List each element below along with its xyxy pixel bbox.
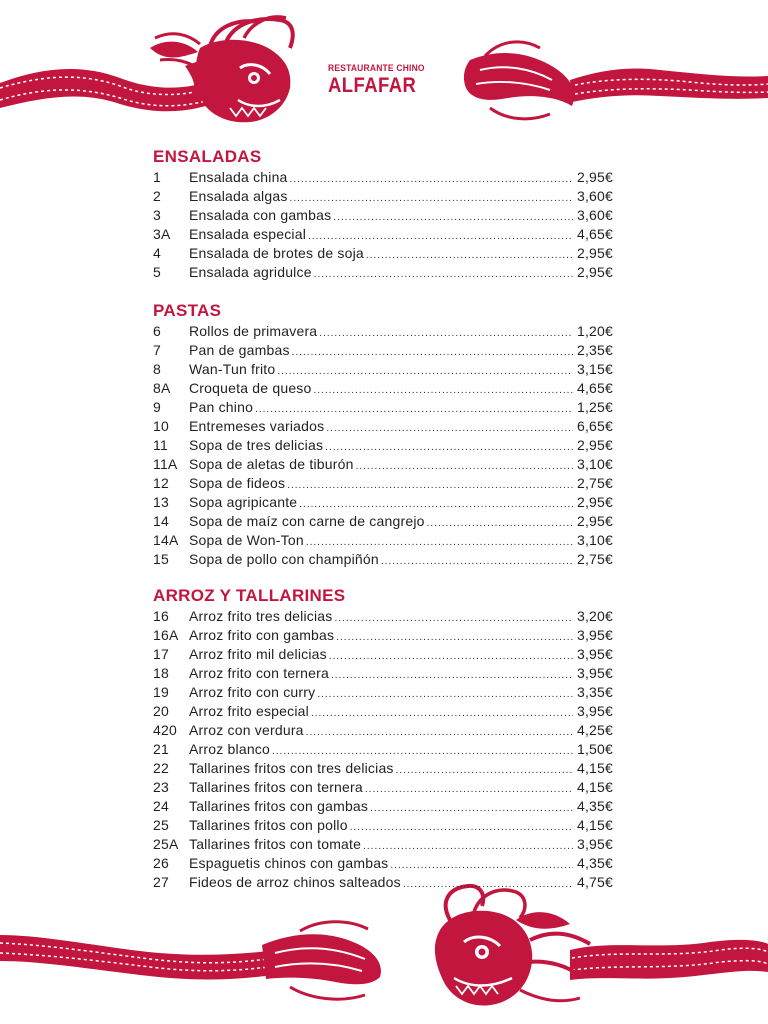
item-price: 4,15€: [576, 779, 613, 795]
menu-item: [153, 797, 613, 816]
item-price: 3,10€: [576, 532, 613, 548]
item-name: Rollos de primavera: [189, 323, 318, 339]
menu-item: [153, 645, 613, 664]
item-name: Pan de gambas: [189, 342, 290, 358]
item-name: Arroz blanco: [189, 741, 270, 757]
item-name: Arroz frito con curry: [189, 684, 316, 700]
item-price: 2,95€: [576, 513, 613, 529]
item-number: 25: [153, 817, 169, 833]
item-name: Sopa de Won-Ton: [189, 532, 304, 548]
item-price: 6,65€: [576, 418, 613, 434]
item-price: 2,95€: [576, 169, 613, 185]
item-number: 14: [153, 513, 169, 529]
menu-item: [153, 740, 613, 759]
menu-list: [153, 146, 613, 892]
dot-leader: [363, 837, 573, 856]
item-price: 1,20€: [576, 323, 613, 339]
menu-item: [153, 187, 613, 206]
menu-item: [153, 664, 613, 683]
brand-subtitle: RESTAURANTE CHINO: [328, 62, 425, 73]
item-price: 3,15€: [576, 361, 613, 377]
menu-section: [153, 300, 613, 569]
item-number: 8: [153, 361, 161, 377]
dot-leader: [381, 552, 573, 571]
item-name: Entremeses variados: [189, 418, 325, 434]
menu-item: [153, 379, 613, 398]
item-number: 23: [153, 779, 169, 795]
menu-item: [153, 417, 613, 436]
item-name: Ensalada con gambas: [189, 207, 332, 223]
dot-leader: [365, 780, 573, 799]
item-name: Croqueta de queso: [189, 380, 312, 396]
item-name: Ensalada algas: [189, 188, 288, 204]
item-price: 4,15€: [576, 760, 613, 776]
dot-leader: [319, 324, 573, 343]
item-name: Sopa de tres delicias: [189, 437, 324, 453]
item-name: Sopa de maíz con carne de cangrejo: [189, 513, 425, 529]
item-price: 2,75€: [576, 551, 613, 567]
item-price: 3,60€: [576, 207, 613, 223]
menu-item: [153, 683, 613, 702]
section-title: PASTAS: [153, 301, 222, 320]
item-number: 11A: [153, 456, 178, 472]
item-number: 3: [153, 207, 161, 223]
dot-leader: [317, 685, 573, 704]
menu-item: [153, 854, 613, 873]
menu-item: [153, 626, 613, 645]
item-price: 4,75€: [576, 874, 613, 890]
dragon-tail-illustration-bottom-left: [0, 915, 400, 1015]
item-number: 15: [153, 551, 169, 567]
item-number: 11: [153, 437, 168, 453]
dot-leader: [366, 246, 573, 265]
item-number: 8A: [153, 380, 171, 396]
item-name: Ensalada agridulce: [189, 264, 312, 280]
menu-item: [153, 835, 613, 854]
dot-leader: [331, 666, 573, 685]
item-number: 9: [153, 399, 161, 415]
section-title: ENSALADAS: [153, 147, 262, 166]
item-name: Wan-Tun frito: [189, 361, 276, 377]
dot-leader: [326, 419, 573, 438]
item-number: 6: [153, 323, 161, 339]
item-number: 1: [153, 169, 161, 185]
item-name: Tallarines fritos con pollo: [189, 817, 348, 833]
dot-leader: [311, 704, 573, 723]
item-number: 2: [153, 188, 161, 204]
menu-item: [153, 263, 613, 282]
dot-leader: [336, 628, 573, 647]
dot-leader: [329, 647, 573, 666]
dot-leader: [306, 723, 573, 742]
item-name: Tallarines fritos con tomate: [189, 836, 362, 852]
item-price: 3,35€: [576, 684, 613, 700]
item-price: 3,95€: [576, 646, 613, 662]
item-number: 27: [153, 874, 169, 890]
item-number: 5: [153, 264, 161, 280]
dot-leader: [350, 818, 573, 837]
item-number: 3A: [153, 226, 171, 242]
item-number: 420: [153, 722, 177, 738]
item-number: 22: [153, 760, 169, 776]
restaurant-brand: [328, 62, 428, 98]
menu-item: [153, 360, 613, 379]
brand-name: ALFAFAR: [328, 74, 417, 97]
item-number: 20: [153, 703, 169, 719]
menu-item: [153, 550, 613, 569]
dot-leader: [314, 265, 573, 284]
item-number: 14A: [153, 532, 179, 548]
item-price: 1,25€: [576, 399, 613, 415]
item-price: 1,50€: [576, 741, 613, 757]
item-price: 3,95€: [576, 627, 613, 643]
item-name: Ensalada especial: [189, 226, 307, 242]
item-name: Ensalada de brotes de soja: [189, 245, 364, 261]
dot-leader: [370, 799, 573, 818]
section-title: ARROZ Y TALLARINES: [153, 586, 346, 605]
item-number: 10: [153, 418, 169, 434]
menu-item: [153, 873, 613, 892]
menu-item: [153, 244, 613, 263]
item-price: 4,15€: [576, 817, 613, 833]
dot-leader: [325, 438, 573, 457]
menu-item: [153, 512, 613, 531]
dot-leader: [290, 170, 573, 189]
item-price: 4,65€: [576, 380, 613, 396]
item-price: 2,95€: [576, 264, 613, 280]
item-price: 3,20€: [576, 608, 613, 624]
dot-leader: [314, 381, 573, 400]
item-number: 4: [153, 245, 161, 261]
dot-leader: [334, 609, 572, 628]
menu-item: [153, 398, 613, 417]
item-price: 4,25€: [576, 722, 613, 738]
item-name: Arroz con verdura: [189, 722, 304, 738]
menu-item: [153, 322, 613, 341]
dot-leader: [356, 457, 573, 476]
item-number: 21: [153, 741, 169, 757]
dot-leader: [333, 208, 573, 227]
item-name: Espaguetis chinos con gambas: [189, 855, 389, 871]
dot-leader: [287, 476, 573, 495]
item-price: 3,60€: [576, 188, 613, 204]
item-name: Fideos de arroz chinos salteados: [189, 874, 401, 890]
item-price: 3,95€: [576, 703, 613, 719]
dragon-head-illustration-top-left: [0, 8, 310, 138]
item-price: 3,10€: [576, 456, 613, 472]
item-price: 2,95€: [576, 245, 613, 261]
item-price: 2,95€: [576, 494, 613, 510]
menu-item: [153, 816, 613, 835]
item-number: 17: [153, 646, 169, 662]
menu-item: [153, 607, 613, 626]
item-price: 4,35€: [576, 798, 613, 814]
menu-item: [153, 531, 613, 550]
dot-leader: [277, 362, 573, 381]
item-name: Sopa de aletas de tiburón: [189, 456, 354, 472]
item-number: 26: [153, 855, 169, 871]
item-name: Arroz frito con gambas: [189, 627, 335, 643]
item-name: Sopa de pollo con champiñón: [189, 551, 379, 567]
menu-item: [153, 206, 613, 225]
menu-section: [153, 146, 613, 282]
item-price: 2,75€: [576, 475, 613, 491]
item-price: 3,95€: [576, 836, 613, 852]
item-name: Sopa agripicante: [189, 494, 298, 510]
menu-item: [153, 341, 613, 360]
dot-leader: [292, 343, 573, 362]
item-number: 25A: [153, 836, 179, 852]
item-price: 3,95€: [576, 665, 613, 681]
menu-section: [153, 585, 613, 892]
menu-item: [153, 474, 613, 493]
item-number: 12: [153, 475, 169, 491]
item-price: 2,95€: [576, 437, 613, 453]
dot-leader: [390, 856, 573, 875]
item-number: 24: [153, 798, 169, 814]
item-number: 13: [153, 494, 169, 510]
menu-item: [153, 493, 613, 512]
item-name: Sopa de fideos: [189, 475, 286, 491]
item-price: 2,35€: [576, 342, 613, 358]
item-number: 7: [153, 342, 161, 358]
menu-item: [153, 436, 613, 455]
dot-leader: [396, 761, 573, 780]
menu-item: [153, 721, 613, 740]
dragon-head-illustration-bottom-right: [420, 880, 768, 1024]
dot-leader: [427, 514, 573, 533]
item-name: Arroz frito mil delicias: [189, 646, 327, 662]
menu-item: [153, 778, 613, 797]
item-number: 18: [153, 665, 169, 681]
menu-item: [153, 455, 613, 474]
item-name: Arroz frito tres delicias: [189, 608, 333, 624]
item-name: Pan chino: [189, 399, 254, 415]
item-number: 19: [153, 684, 169, 700]
dot-leader: [290, 189, 573, 208]
item-price: 4,35€: [576, 855, 613, 871]
menu-item: [153, 702, 613, 721]
item-name: Tallarines fritos con ternera: [189, 779, 363, 795]
item-name: Tallarines fritos con gambas: [189, 798, 369, 814]
item-name: Arroz frito especial: [189, 703, 309, 719]
item-price: 4,65€: [576, 226, 613, 242]
item-name: Arroz frito con ternera: [189, 665, 329, 681]
menu-item: [153, 759, 613, 778]
dragon-tail-illustration-top-right: [460, 30, 768, 130]
item-name: Ensalada china: [189, 169, 288, 185]
menu-item: [153, 225, 613, 244]
item-name: Tallarines fritos con tres delicias: [189, 760, 394, 776]
item-number: 16: [153, 608, 169, 624]
menu-item: [153, 168, 613, 187]
dot-leader: [403, 875, 573, 894]
item-number: 16A: [153, 627, 179, 643]
